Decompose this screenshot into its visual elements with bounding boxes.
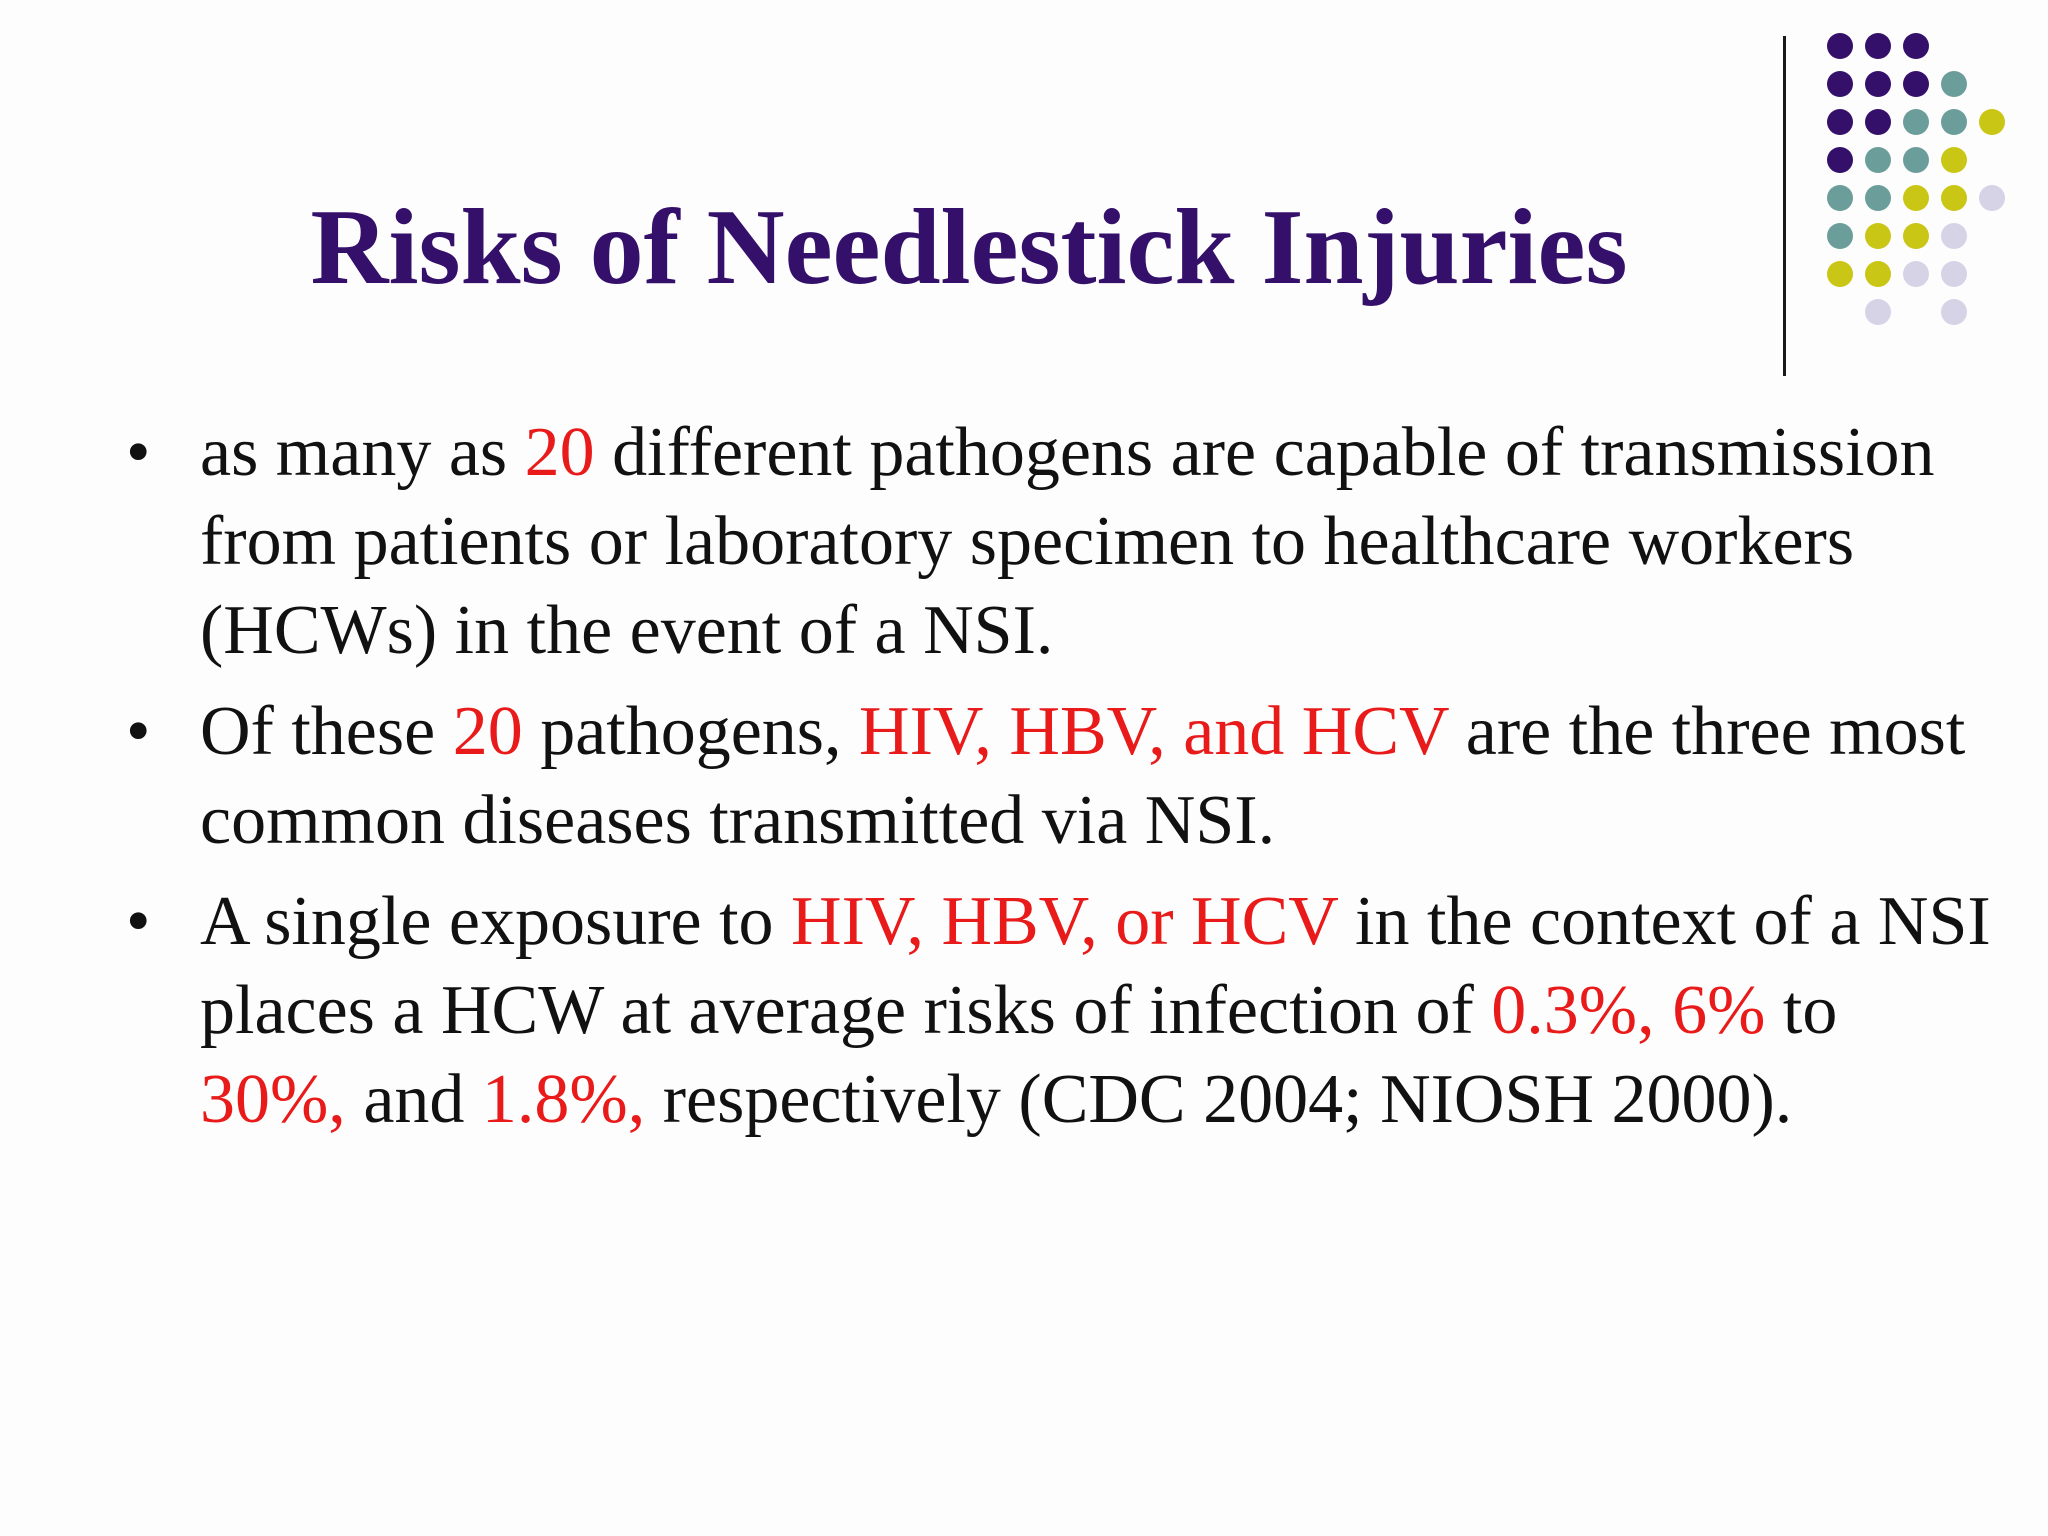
slide-title: Risks of Needlestick Injuries	[310, 188, 1628, 307]
decor-dot	[1865, 109, 1891, 135]
highlight-text: 1.8%,	[481, 1061, 646, 1138]
decor-dot	[1903, 147, 1929, 173]
decor-dot	[1827, 109, 1853, 135]
bullet-item	[120, 877, 2000, 1144]
bullet-list	[120, 408, 2000, 1156]
bullet-text: as many as 20 different pathogens are capable of transmission from patients or laboratory specimen to healthcare workers (HCWs) in the event of a NSI.	[200, 414, 1935, 669]
bullet-item	[120, 687, 2000, 865]
decor-dot	[1941, 299, 1967, 325]
decor-dot	[1941, 147, 1967, 173]
bullet-marker: •	[126, 883, 151, 960]
decor-dot	[1903, 109, 1929, 135]
decor-dot	[1827, 33, 1853, 59]
highlight-text: 20	[524, 414, 595, 491]
bullet-text: Of these 20 pathogens, HIV, HBV, and HCV are the three most common diseases transmitted via NSI.	[200, 693, 1966, 859]
decor-dot	[1941, 223, 1967, 249]
decor-dot	[1941, 71, 1967, 97]
decor-dot	[1827, 71, 1853, 97]
bullet-marker: •	[126, 414, 151, 491]
decor-dot	[1941, 109, 1967, 135]
decor-dot	[1865, 71, 1891, 97]
decor-dot	[1941, 185, 1967, 211]
decor-dot	[1903, 33, 1929, 59]
highlight-text: 30%,	[200, 1061, 346, 1138]
highlight-text: 0.3%, 6%	[1491, 972, 1766, 1049]
bullet-text: A single exposure to HIV, HBV, or HCV in the context of a NSI places a HCW at average risks of infection of 0.3%, 6% to 30%, and 1.8%, respectively (CDC 2004; NIOSH 2000).	[200, 883, 1991, 1138]
bullet-item	[120, 408, 2000, 675]
highlight-text: HIV, HBV, or HCV	[791, 883, 1338, 960]
decor-dot	[1941, 261, 1967, 287]
decor-dot	[1903, 71, 1929, 97]
highlight-text: 20	[452, 693, 523, 770]
decor-dot	[1865, 33, 1891, 59]
highlight-text: HIV, HBV, and HCV	[859, 693, 1449, 770]
decor-dot	[1979, 109, 2005, 135]
bullet-marker: •	[126, 693, 151, 770]
decor-dot	[1827, 147, 1853, 173]
decor-dot	[1865, 147, 1891, 173]
decor-dot	[1979, 185, 2005, 211]
